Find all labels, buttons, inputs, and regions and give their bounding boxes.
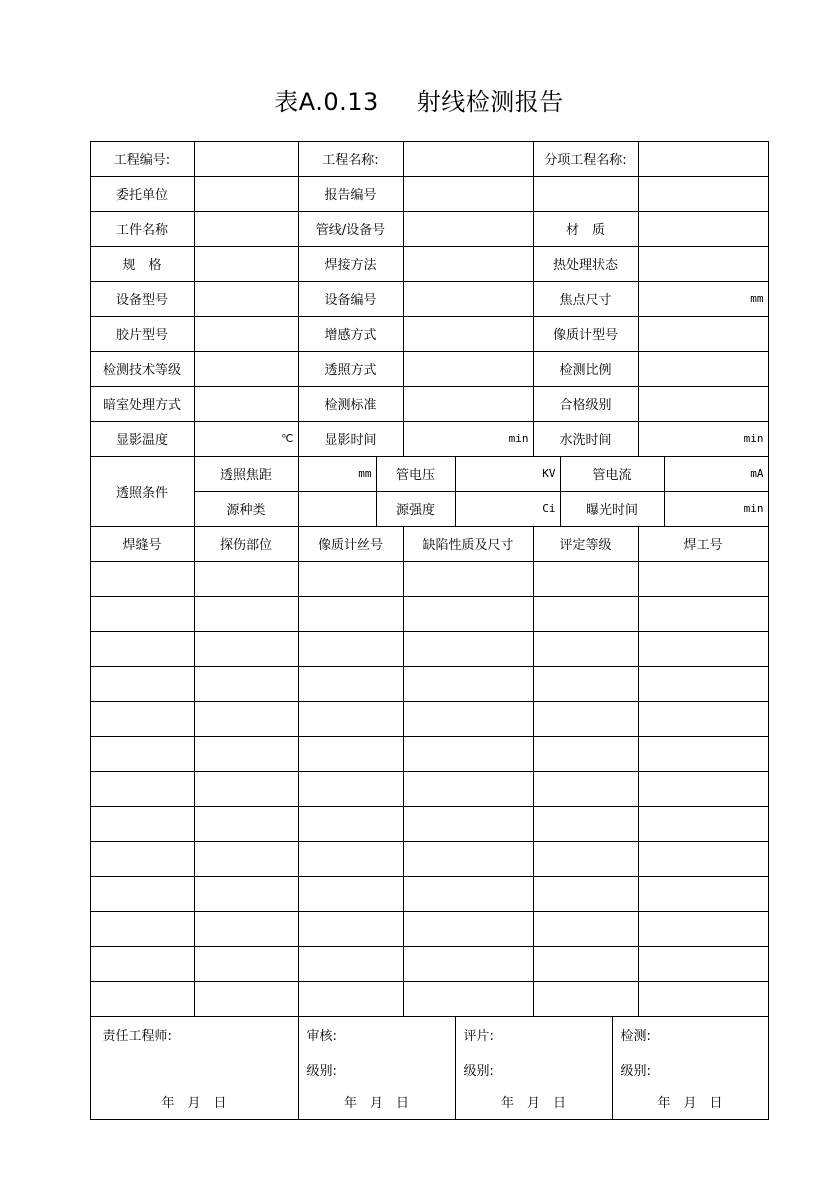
date-engineer: 年 月 日 — [161, 1095, 227, 1111]
table-cell[interactable] — [403, 771, 534, 807]
column-header: 缺陷性质及尺寸 — [403, 526, 534, 562]
table-cell[interactable] — [194, 631, 299, 667]
field-tube-voltage[interactable]: KV — [455, 456, 561, 492]
blank-cell — [638, 176, 769, 212]
field-project-no[interactable] — [194, 141, 299, 177]
field-tube-current[interactable]: mA — [664, 456, 769, 492]
label-client: 委托单位 — [90, 176, 195, 212]
field-test-standard[interactable] — [403, 386, 534, 422]
field-equipment-no[interactable] — [403, 281, 534, 317]
table-cell[interactable] — [90, 946, 195, 982]
table-cell[interactable] — [403, 911, 534, 947]
engineer-label: 责任工程师: — [102, 1028, 172, 1044]
table-cell[interactable] — [298, 631, 404, 667]
field-darkroom-method[interactable] — [194, 386, 299, 422]
table-cell[interactable] — [533, 946, 639, 982]
label-tube-current: 管电流 — [560, 456, 665, 492]
label-exposure-conditions: 透照条件 — [90, 456, 195, 527]
inspect-level-label: 级别: — [620, 1063, 651, 1079]
table-cell[interactable] — [298, 666, 404, 702]
table-cell[interactable] — [533, 736, 639, 772]
table-cell[interactable] — [403, 561, 534, 597]
table-cell[interactable] — [638, 736, 769, 772]
table-cell[interactable] — [90, 596, 195, 632]
table-cell[interactable] — [638, 771, 769, 807]
table-cell[interactable] — [90, 981, 195, 1017]
table-cell[interactable] — [403, 806, 534, 842]
table-cell[interactable] — [403, 736, 534, 772]
table-cell[interactable] — [90, 876, 195, 912]
review-label: 审核: — [306, 1028, 337, 1044]
table-cell[interactable] — [298, 911, 404, 947]
evaluate-label: 评片: — [463, 1028, 494, 1044]
table-cell[interactable] — [298, 771, 404, 807]
label-sub-project-name: 分项工程名称: — [533, 141, 639, 177]
field-material[interactable] — [638, 211, 769, 247]
table-cell[interactable] — [533, 806, 639, 842]
field-report-no[interactable] — [403, 176, 534, 212]
table-cell[interactable] — [638, 631, 769, 667]
signature-engineer — [90, 1016, 299, 1120]
table-cell[interactable] — [194, 701, 299, 737]
table-cell[interactable] — [90, 841, 195, 877]
label-focus-size: 焦点尺寸 — [533, 281, 639, 317]
field-source-type[interactable] — [298, 491, 377, 527]
label-darkroom-method: 暗室处理方式 — [90, 386, 195, 422]
table-cell[interactable] — [194, 876, 299, 912]
table-cell[interactable] — [194, 561, 299, 597]
table-cell[interactable] — [533, 666, 639, 702]
label-dev-time: 显影时间 — [298, 421, 404, 457]
field-project-name[interactable] — [403, 141, 534, 177]
label-tech-level: 检测技术等级 — [90, 351, 195, 387]
field-test-ratio[interactable] — [638, 351, 769, 387]
table-cell[interactable] — [533, 911, 639, 947]
table-cell[interactable] — [298, 946, 404, 982]
table-cell[interactable] — [194, 596, 299, 632]
field-pipeline-no[interactable] — [403, 211, 534, 247]
label-project-name: 工程名称: — [298, 141, 404, 177]
field-iqi-model[interactable] — [638, 316, 769, 352]
column-header: 焊缝号 — [90, 526, 195, 562]
column-header: 探伤部位 — [194, 526, 299, 562]
table-cell[interactable] — [298, 701, 404, 737]
table-cell[interactable] — [638, 561, 769, 597]
table-cell[interactable] — [403, 981, 534, 1017]
table-cell[interactable] — [298, 596, 404, 632]
inspect-label: 检测: — [620, 1028, 651, 1044]
field-sub-project-name[interactable] — [638, 141, 769, 177]
label-tube-voltage: 管电压 — [376, 456, 456, 492]
table-cell[interactable] — [298, 876, 404, 912]
table-cell[interactable] — [90, 666, 195, 702]
date-evaluate: 年 月 日 — [500, 1095, 566, 1111]
label-test-ratio: 检测比例 — [533, 351, 639, 387]
label-heat-treatment: 热处理状态 — [533, 246, 639, 282]
field-intensify-method[interactable] — [403, 316, 534, 352]
table-cell[interactable] — [403, 701, 534, 737]
field-pass-level[interactable] — [638, 386, 769, 422]
label-pass-level: 合格级别 — [533, 386, 639, 422]
column-header: 评定等级 — [533, 526, 639, 562]
label-wash-time: 水洗时间 — [533, 421, 639, 457]
table-cell[interactable] — [638, 946, 769, 982]
label-intensify-method: 增感方式 — [298, 316, 404, 352]
label-weld-method: 焊接方法 — [298, 246, 404, 282]
table-cell[interactable] — [298, 736, 404, 772]
label-material: 材 质 — [533, 211, 639, 247]
label-exposure-time: 曝光时间 — [560, 491, 665, 527]
table-cell[interactable] — [194, 736, 299, 772]
table-cell[interactable] — [298, 561, 404, 597]
table-cell[interactable] — [638, 701, 769, 737]
label-exposure-method: 透照方式 — [298, 351, 404, 387]
table-cell[interactable] — [533, 771, 639, 807]
table-cell[interactable] — [194, 771, 299, 807]
table-cell[interactable] — [90, 771, 195, 807]
form-code: 表A.0.13 — [274, 88, 379, 116]
column-header: 焊工号 — [638, 526, 769, 562]
table-cell[interactable] — [403, 596, 534, 632]
date-inspect: 年 月 日 — [657, 1095, 723, 1111]
field-workpiece-name[interactable] — [194, 211, 299, 247]
label-film-model: 胶片型号 — [90, 316, 195, 352]
table-cell[interactable] — [638, 981, 769, 1017]
label-source-type: 源种类 — [194, 491, 299, 527]
review-level-label: 级别: — [306, 1063, 337, 1079]
field-film-model[interactable] — [194, 316, 299, 352]
table-cell[interactable] — [90, 631, 195, 667]
signature-inspect — [612, 1016, 769, 1120]
field-weld-method[interactable] — [403, 246, 534, 282]
table-cell[interactable] — [533, 701, 639, 737]
label-workpiece-name: 工件名称 — [90, 211, 195, 247]
field-source-strength[interactable]: Ci — [455, 491, 561, 527]
evaluate-level-label: 级别: — [463, 1063, 494, 1079]
table-cell[interactable] — [638, 806, 769, 842]
table-cell[interactable] — [638, 911, 769, 947]
table-cell[interactable] — [298, 841, 404, 877]
table-cell[interactable] — [403, 666, 534, 702]
table-cell[interactable] — [298, 981, 404, 1017]
table-cell[interactable] — [403, 631, 534, 667]
table-cell[interactable] — [90, 806, 195, 842]
label-source-strength: 源强度 — [376, 491, 456, 527]
table-cell[interactable] — [533, 631, 639, 667]
table-cell[interactable] — [194, 911, 299, 947]
table-cell[interactable] — [90, 701, 195, 737]
table-cell[interactable] — [638, 876, 769, 912]
table-cell[interactable] — [638, 596, 769, 632]
page-title — [0, 82, 838, 117]
signature-evaluate — [455, 1016, 613, 1120]
table-cell[interactable] — [194, 981, 299, 1017]
table-cell[interactable] — [403, 946, 534, 982]
table-cell[interactable] — [90, 561, 195, 597]
table-cell[interactable] — [90, 736, 195, 772]
blank-cell — [533, 176, 639, 212]
field-tech-level[interactable] — [194, 351, 299, 387]
table-cell[interactable] — [194, 841, 299, 877]
table-cell[interactable] — [638, 666, 769, 702]
table-cell[interactable] — [194, 666, 299, 702]
table-cell[interactable] — [533, 876, 639, 912]
label-equipment-no: 设备编号 — [298, 281, 404, 317]
label-spec: 规 格 — [90, 246, 195, 282]
field-client[interactable] — [194, 176, 299, 212]
field-heat-treatment[interactable] — [638, 246, 769, 282]
label-report-no: 报告编号 — [298, 176, 404, 212]
table-cell[interactable] — [403, 876, 534, 912]
field-focus-size[interactable]: mm — [638, 281, 769, 317]
field-spec[interactable] — [194, 246, 299, 282]
table-cell[interactable] — [194, 806, 299, 842]
signature-review — [298, 1016, 456, 1120]
table-cell[interactable] — [403, 841, 534, 877]
field-dev-time[interactable]: min — [403, 421, 534, 457]
field-dev-temp[interactable]: ℃ — [194, 421, 299, 457]
table-cell[interactable] — [638, 841, 769, 877]
column-header: 像质计丝号 — [298, 526, 404, 562]
label-pipeline-no: 管线/设备号 — [298, 211, 404, 247]
table-cell[interactable] — [533, 981, 639, 1017]
table-cell[interactable] — [533, 561, 639, 597]
table-cell[interactable] — [298, 806, 404, 842]
field-equipment-model[interactable] — [194, 281, 299, 317]
date-review: 年 月 日 — [343, 1095, 409, 1111]
table-cell[interactable] — [194, 946, 299, 982]
label-project-no: 工程编号: — [90, 141, 195, 177]
label-iqi-model: 像质计型号 — [533, 316, 639, 352]
form-name: 射线检测报告 — [416, 88, 564, 116]
field-exposure-time[interactable]: min — [664, 491, 769, 527]
label-focal-distance: 透照焦距 — [194, 456, 299, 492]
field-exposure-method[interactable] — [403, 351, 534, 387]
label-test-standard: 检测标准 — [298, 386, 404, 422]
table-cell[interactable] — [90, 911, 195, 947]
field-focal-distance[interactable]: mm — [298, 456, 377, 492]
label-dev-temp: 显影温度 — [90, 421, 195, 457]
label-equipment-model: 设备型号 — [90, 281, 195, 317]
table-cell[interactable] — [533, 596, 639, 632]
table-cell[interactable] — [533, 841, 639, 877]
field-wash-time[interactable]: min — [638, 421, 769, 457]
